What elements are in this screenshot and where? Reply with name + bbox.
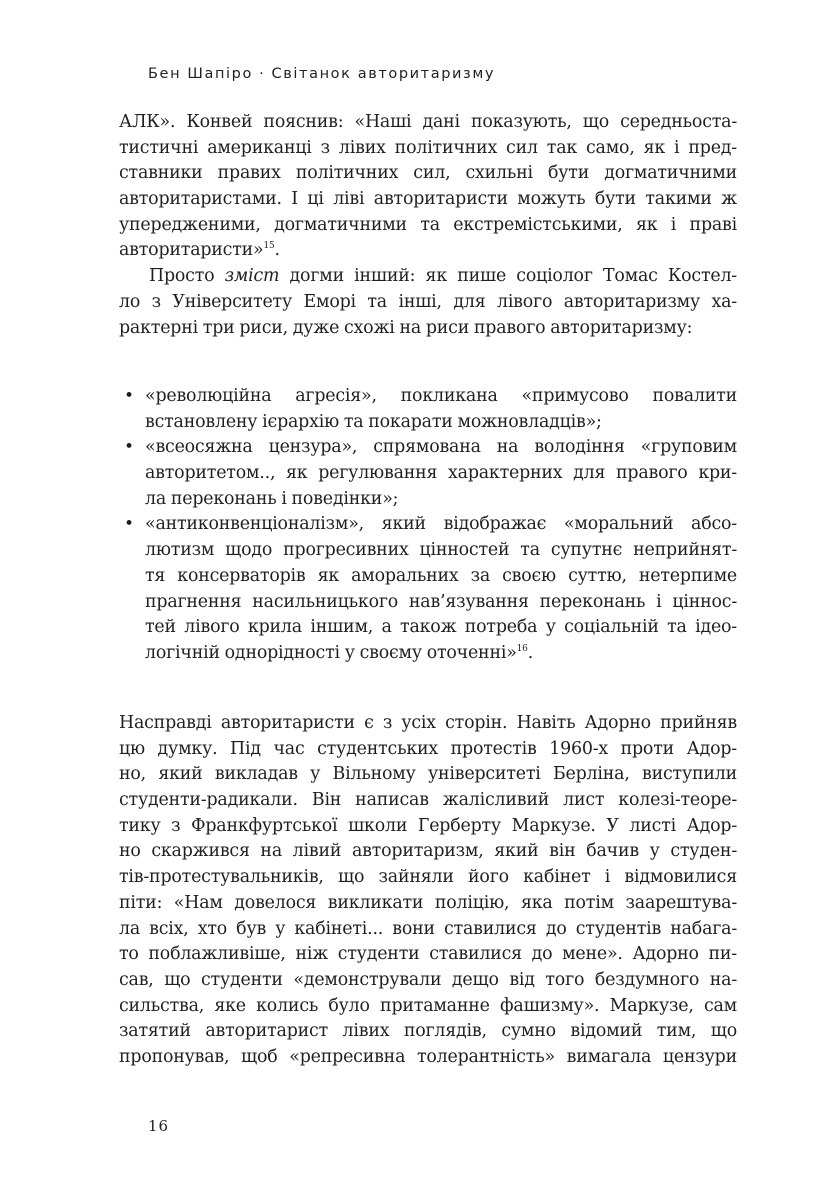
- footnote-ref: 15: [263, 241, 275, 252]
- text-line: рактерні три риси, дуже схожі на риси правого авторитаризму:: [119, 317, 693, 338]
- text-line: студенти-радикали. Він написав жалісливий лист колезі-теоре-: [119, 790, 737, 811]
- text-fragment: логічній однорідності у своєму оточенні»: [145, 642, 517, 663]
- text-line: сильства, яке колись було притаманне фашизму». Маркузе, сам: [119, 995, 737, 1016]
- text-line: затятий авторитарист лівих поглядів, сумно відомий тим, що: [119, 1021, 737, 1042]
- text-line: ло з Університету Еморі та інші, для лівого авторитаризму ха-: [119, 291, 737, 312]
- text-line: цю думку. Під час студентських протестів 1960-х проти Адор-: [119, 738, 737, 759]
- emphasis: зміст: [224, 266, 280, 287]
- text-line: упередженими, догматичними та екстремістськими, як і праві: [119, 214, 737, 235]
- text-line: АЛК». Конвей пояснив: «Наші дані показують, що середньоста-: [119, 112, 737, 132]
- text-line: но скаржився на лівий авторитаризм, який він бачив у студен-: [119, 841, 737, 862]
- text-line: тя консерваторів як аморальних за своєю суттю, нетерпиме: [145, 565, 737, 586]
- text-line: тистичні американці з лівих політичних сил так само, як і пред-: [119, 137, 737, 158]
- bullet-list: [119, 384, 737, 667]
- footnote-ref: 16: [516, 643, 528, 654]
- text-line: лютизм щодо прогресивних цінностей та супутнє неприйнят-: [145, 540, 737, 561]
- text-fragment: Просто: [149, 266, 225, 287]
- text-line: прагнення насильницького нав’язування переконань і ціннос-: [145, 591, 737, 612]
- text-line: пропонував, щоб «репресивна толерантність» вимагала цензури: [119, 1046, 737, 1067]
- text-line: тів-протестувальників, що зайняли його кабінет і відмовилися: [119, 867, 737, 888]
- text-line: тику з Франкфуртської школи Герберту Маркузе. У листі Адор-: [119, 815, 737, 836]
- list-item: [119, 435, 737, 512]
- bullet-marker: •: [124, 386, 134, 406]
- text-line: «революційна агресія», покликана «примусово повалити: [145, 386, 737, 406]
- text-line: «антиконвенціоналізм», який відображає «моральний абсо-: [145, 514, 737, 535]
- running-head: Бен Шапіро · Світанок авторитаризму: [148, 66, 496, 82]
- paragraph-3: [119, 711, 737, 1071]
- text-line: [119, 264, 737, 290]
- page-number: 16: [148, 1117, 170, 1135]
- bullet-marker: •: [124, 437, 134, 458]
- text-line: ставники правих політичних сил, схильні бути догматичними: [119, 163, 737, 184]
- text-line: логічній однорідності у своєму оточенні»$^{16}$.: [145, 642, 534, 663]
- bullet-marker: •: [124, 514, 134, 535]
- list-item: [119, 512, 737, 666]
- text-line: тей лівого крила іншим, а також потреба у соціальній та ідео-: [145, 617, 737, 638]
- text-line: Насправді авторитаристи є з усіх сторін. Навіть Адорно прийняв: [119, 713, 737, 733]
- list-item: [119, 384, 737, 435]
- text-fragment: авторитаристи»: [119, 240, 264, 261]
- text-line: «всеосяжна цензура», спрямована на володіння «груповим: [145, 437, 737, 458]
- text-line: піти: «Нам довелося викликати поліцію, яка потім заарештува-: [119, 892, 737, 913]
- text-line: ла переконань і поведінки»;: [145, 488, 399, 509]
- text-line: сав, що студенти «демонстрували дещо від того бездумного на-: [119, 969, 737, 990]
- text-line: но, який викладав у Вільному університеті Берліна, виступили: [119, 764, 737, 785]
- text-line: то поблажливіше, ніж студенти ставилися до мене». Адорно пи-: [119, 944, 737, 965]
- text-line: авторитаристами. І ці ліві авторитаристи можуть бути такими ж: [119, 189, 737, 210]
- text-line: авторитаристи»$^{15}$.: [119, 240, 280, 261]
- text-line: ла всіх, хто був у кабінеті... вони ставилися до студентів набага-: [119, 918, 737, 939]
- text-fragment: догми інший: як пише соціолог Томас Костел-: [279, 266, 737, 287]
- paragraph-1: [119, 110, 737, 341]
- text-line: авторитетом.., як регулювання характерних для правого кри-: [145, 463, 737, 484]
- text-line: встановлену ієрархію та покарати можновладців»;: [145, 411, 602, 432]
